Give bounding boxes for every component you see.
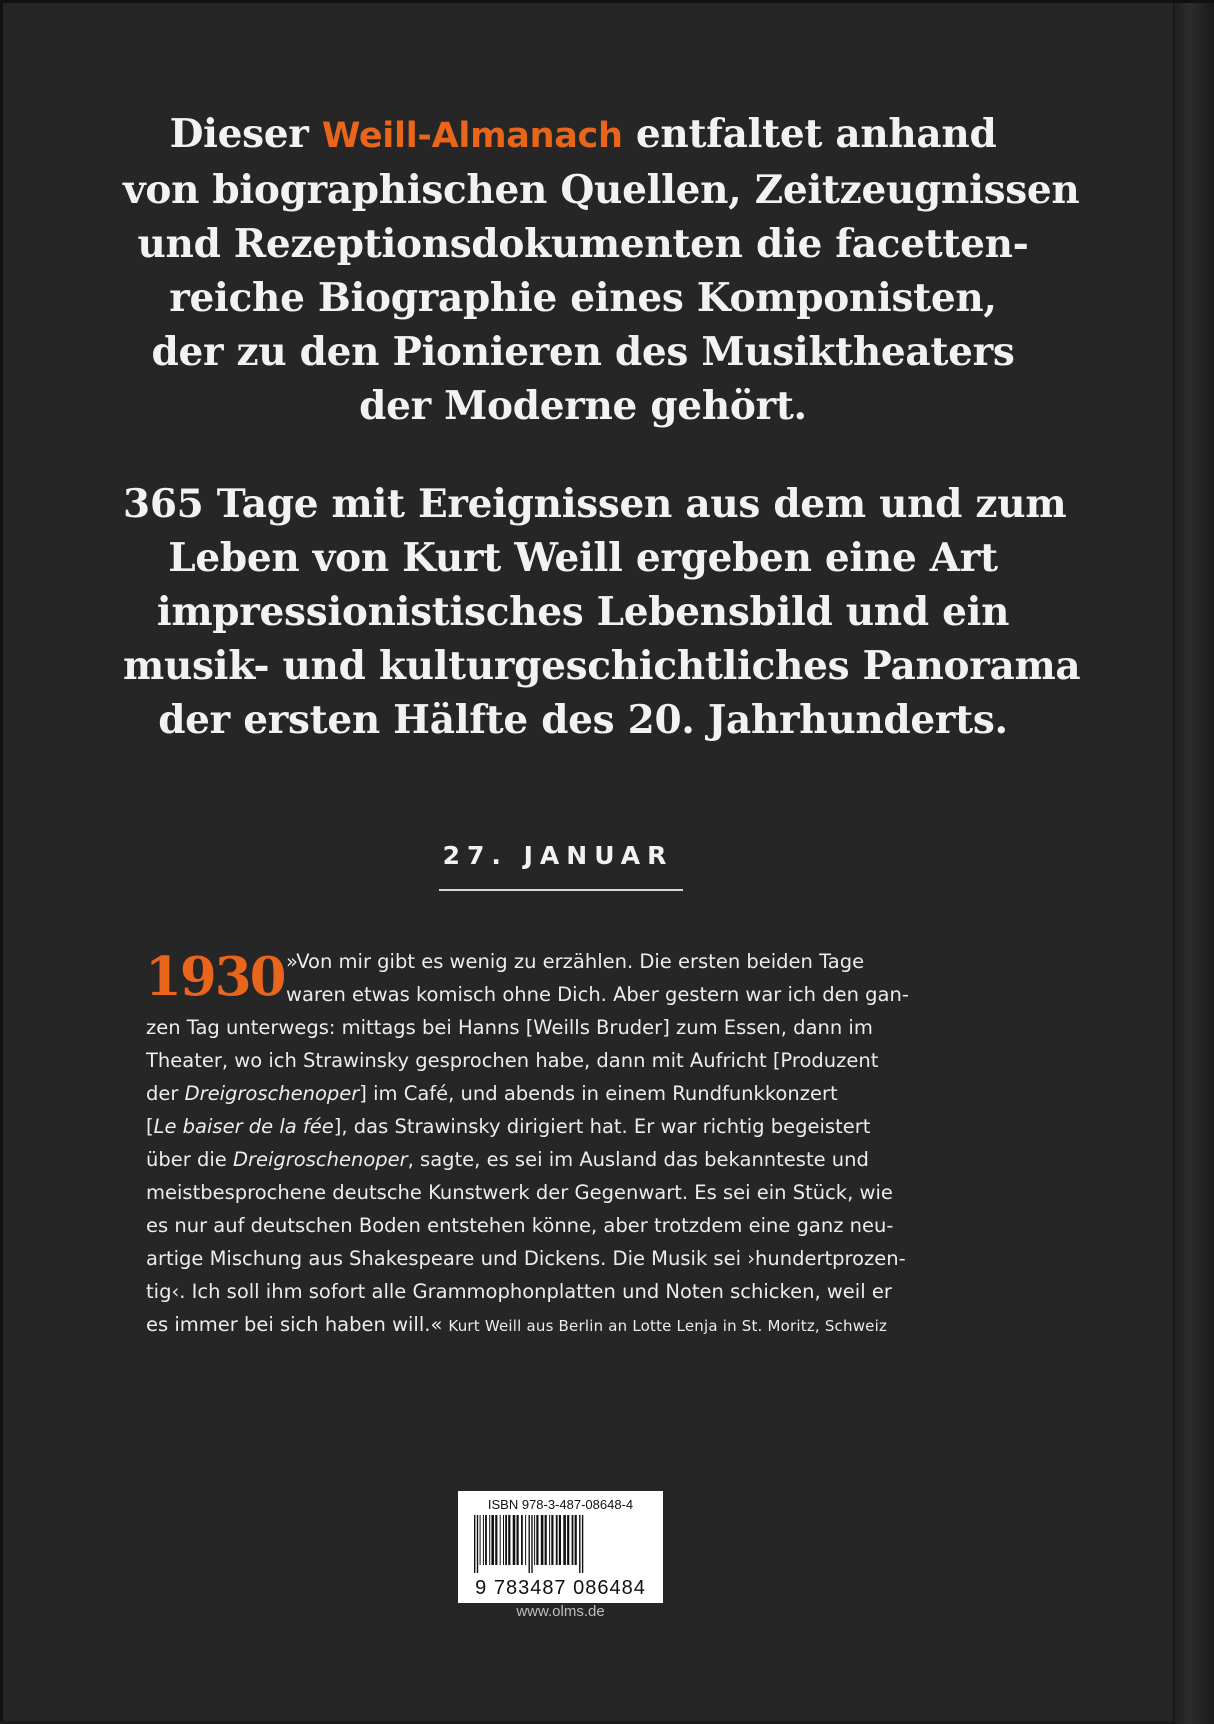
blurb-2-line: 365 Tage mit Ereignissen aus dem und zum xyxy=(123,481,1067,527)
entry-line: artige Mischung aus Shakespeare und Dickens. Die Musik sei ›hundertprozen- xyxy=(146,1247,906,1270)
entry-line xyxy=(146,1077,946,1110)
entry-text: [ xyxy=(146,1115,154,1138)
date-heading: 27. JANUAR xyxy=(442,841,674,870)
publisher-website: www.olms.de xyxy=(516,1603,605,1620)
diary-entry-quote xyxy=(146,945,946,1343)
blurb-1-line-1 xyxy=(123,107,1043,163)
work-title-italic: Dreigroschenoper xyxy=(184,1082,360,1105)
blurb-2-line: der ersten Hälfte des 20. Jahrhunderts. xyxy=(158,697,1008,743)
isbn-label: ISBN 978-3-487-08648-4 xyxy=(487,1497,634,1512)
blurb-1-line: der Moderne gehört. xyxy=(359,383,807,429)
entry-line: »Von mir gibt es wenig zu erzählen. Die ersten beiden Tage xyxy=(286,950,865,973)
entry-line xyxy=(146,1308,946,1343)
blurb-1-line: der zu den Pionieren des Musiktheaters xyxy=(151,329,1015,375)
entry-text: es immer bei sich haben will.« xyxy=(146,1313,443,1336)
almanac-title-highlight: Weill-Almanach xyxy=(321,116,623,156)
blurb-1-line: reiche Biographie eines Komponisten, xyxy=(169,275,997,321)
work-title-italic: Dreigroschenoper xyxy=(232,1148,408,1171)
entry-text: ], das Strawinsky dirigiert hat. Er war richtig begeistert xyxy=(333,1115,871,1138)
entry-text: ] im Café, und abends in einem Rundfunkkonzert xyxy=(359,1082,838,1105)
entry-line: Theater, wo ich Strawinsky gesprochen habe, dann mit Aufricht [Produzent xyxy=(146,1049,879,1072)
blurb-2-line: Leben von Kurt Weill ergeben eine Art xyxy=(168,535,998,581)
blurb-1-text: Dieser xyxy=(169,111,309,157)
blurb-2-line: impressionistisches Lebensbild und ein xyxy=(156,589,1010,635)
blurb-2-line: musik- und kulturgeschichtliches Panorama xyxy=(123,643,1081,689)
blurb-1-line: und Rezeptionsdokumenten die facetten- xyxy=(137,221,1029,267)
date-underline-divider xyxy=(439,889,683,891)
work-title-italic: Le baiser de la fée xyxy=(153,1115,334,1138)
entry-line xyxy=(146,1143,946,1176)
entry-line: waren etwas komisch ohne Dich. Aber gestern war ich den gan- xyxy=(286,983,909,1006)
quote-attribution: Kurt Weill aus Berlin an Lotte Lenja in St. Moritz, Schweiz xyxy=(448,1317,888,1335)
barcode-bars xyxy=(466,1515,655,1573)
blurb-paragraph-2 xyxy=(123,477,1081,747)
blurb-paragraph-1 xyxy=(123,107,1080,433)
entry-line: es nur auf deutschen Boden entstehen könne, aber trotzdem eine ganz neu- xyxy=(146,1214,894,1237)
entry-text: der xyxy=(146,1082,185,1105)
entry-text: , sagte, es sei im Ausland das bekannteste und xyxy=(407,1148,869,1171)
isbn-barcode xyxy=(458,1491,663,1603)
entry-line: tig‹. Ich soll ihm sofort alle Grammophonplatten und Noten schicken, weil er xyxy=(146,1280,892,1303)
entry-text: über die xyxy=(146,1148,233,1171)
barcode-digits: 9 783487 086484 xyxy=(475,1577,646,1599)
blurb-1-line: von biographischen Quellen, Zeitzeugnissen xyxy=(123,167,1080,213)
entry-line: zen Tag unterwegs: mittags bei Hanns [Weills Bruder] zum Essen, dann im xyxy=(146,1016,873,1039)
entry-year: 1930 xyxy=(145,946,285,1008)
entry-line: meistbesprochene deutsche Kunstwerk der Gegenwart. Es sei ein Stück, wie xyxy=(146,1181,893,1204)
spine-edge xyxy=(1173,3,1214,1724)
entry-line xyxy=(146,1110,946,1143)
blurb-1-text: entfaltet anhand xyxy=(635,111,997,157)
